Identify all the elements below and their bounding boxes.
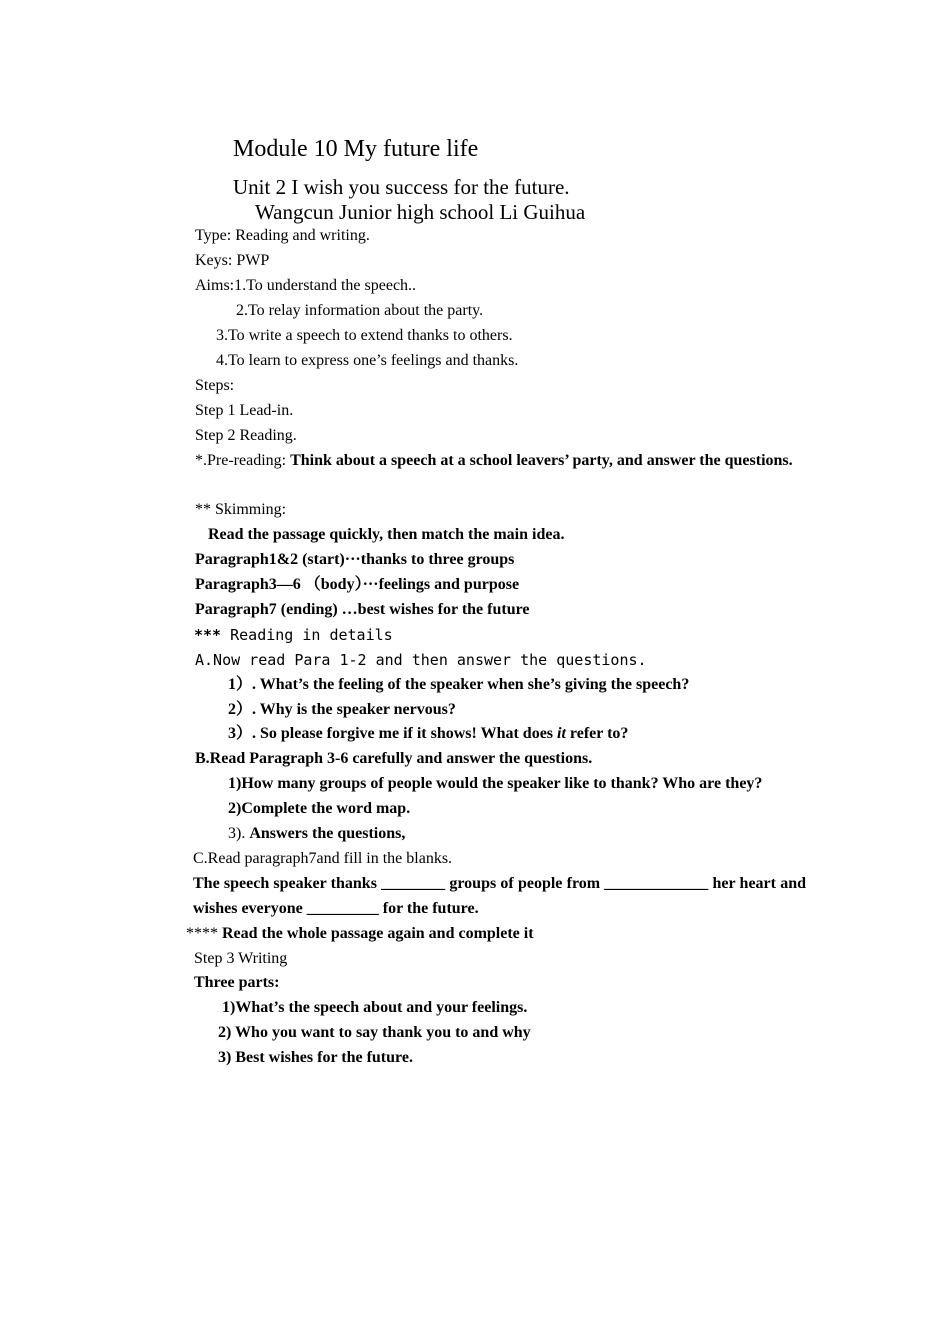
section-a-heading: A.Now read Para 1-2 and then answer the questions. bbox=[195, 651, 647, 669]
fill-in-blanks-text: The speech speaker thanks ________ groups of people from _____________ her heart and wishes everyone _________ for the future. bbox=[193, 875, 806, 917]
question-a3-pre: 3）. So please forgive me if it shows! What does bbox=[228, 725, 558, 742]
whole-text: Read the whole passage again and complete it bbox=[222, 925, 534, 942]
question-a1: 1）. What’s the feeling of the speaker when she’s giving the speech? bbox=[228, 676, 690, 693]
match-item-3: Paragraph7 (ending) …best wishes for the future bbox=[195, 601, 530, 618]
three-parts-label: Three parts: bbox=[194, 974, 280, 991]
question-b3-text: Answers the questions, bbox=[249, 825, 406, 842]
step-3: Step 3 Writing bbox=[194, 950, 288, 967]
question-a2: 2）. Why is the speaker nervous? bbox=[228, 701, 456, 718]
writing-part-2: 2) Who you want to say thank you to and why bbox=[218, 1024, 531, 1041]
aim-1: Aims:1.To understand the speech.. bbox=[195, 277, 417, 294]
question-b3 bbox=[228, 824, 405, 844]
question-a3 bbox=[228, 724, 628, 744]
aim-3: 3.To write a speech to extend thanks to others. bbox=[216, 327, 513, 344]
writing-part-1: 1)What’s the speech about and your feelings. bbox=[222, 999, 528, 1016]
author-line: Wangcun Junior high school Li Guihua bbox=[255, 200, 586, 224]
section-b-heading: B.Read Paragraph 3-6 carefully and answer the questions. bbox=[195, 750, 593, 767]
skimming-instruction: Read the passage quickly, then match the main idea. bbox=[208, 526, 565, 543]
question-a3-it: it bbox=[557, 725, 566, 742]
details-label: Reading in details bbox=[221, 626, 393, 644]
prereading-text: Think about a speech at a school leavers’ party, and answer the questions. bbox=[290, 452, 793, 469]
aim-4: 4.To learn to express one’s feelings and thanks. bbox=[216, 352, 519, 369]
writing-part-3: 3) Best wishes for the future. bbox=[218, 1049, 413, 1066]
step-1: Step 1 Lead-in. bbox=[195, 402, 294, 419]
details-heading bbox=[194, 625, 393, 645]
match-item-2: Paragraph3—6 （body）···feelings and purpose bbox=[195, 576, 520, 593]
page-title: Module 10 My future life bbox=[233, 136, 479, 162]
skimming-label: ** Skimming: bbox=[195, 501, 287, 518]
prereading-paragraph bbox=[195, 448, 806, 473]
section-c-heading: C.Read paragraph7and fill in the blanks. bbox=[193, 850, 453, 867]
unit-subtitle: Unit 2 I wish you success for the future. bbox=[233, 175, 570, 199]
keys-line: Keys: PWP bbox=[195, 252, 270, 269]
whole-stars: **** bbox=[186, 925, 222, 942]
question-a3-post: refer to? bbox=[565, 725, 629, 742]
steps-label: Steps: bbox=[195, 377, 235, 394]
question-b1: 1)How many groups of people would the speaker like to thank? Who are they? bbox=[228, 775, 763, 792]
type-line: Type: Reading and writing. bbox=[195, 227, 370, 244]
aim-2: 2.To relay information about the party. bbox=[236, 302, 484, 319]
match-item-1: Paragraph1&2 (start)···thanks to three groups bbox=[195, 551, 515, 568]
step-2: Step 2 Reading. bbox=[195, 427, 297, 444]
details-stars: *** bbox=[194, 626, 222, 644]
question-b2: 2)Complete the word map. bbox=[228, 800, 411, 817]
question-b3-num: 3). bbox=[228, 825, 250, 842]
whole-passage-line bbox=[186, 924, 534, 944]
prereading-label: *.Pre-reading: bbox=[195, 452, 291, 469]
